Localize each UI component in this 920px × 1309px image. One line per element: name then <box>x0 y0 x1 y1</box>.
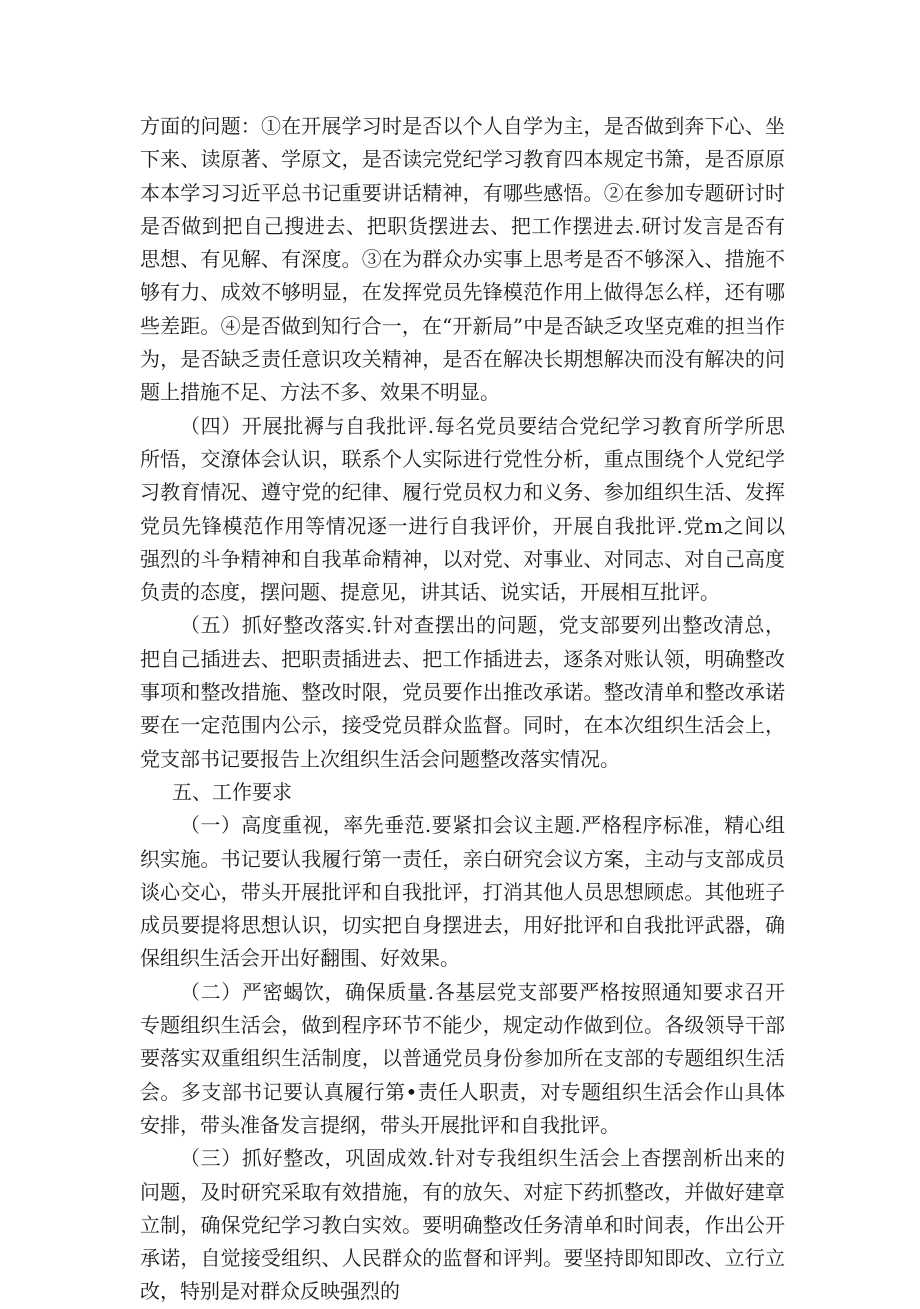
paragraph-high-priority: （一）高度重视，率先垂范.要紧扣会议主题.严格程序标准，精心组织实施。书记要认我履行第一责任，亲白研究会议方案，主动与支部成员谈心交心，带头开展批评和自我批评，打消其他人员思想顾虑。其他班子成员要提将思想认识，切实把自身摆进去，用好批评和自我批评武器，确保组织生活会开出好翻围、好效果。 <box>140 813 785 971</box>
document-page <box>140 110 785 1309</box>
paragraph-quality: （二）严密蝎饮，确保质量.各基层党支部要严格按照通知要求召开专题组织生活会，做到程序环节不能少，规定动作做到位。各级领导干部要落实双重组织生活制度，以普通党员身份参加所在支部的专题组织生活会。多支部书记要认真履行第•责任人职责，对专题组织生活会作山具体安排，带头准备发言提纲，带头开展批评和自我批评。 <box>140 979 785 1137</box>
paragraph-consolidate: （三）抓好整改，巩固成效.针对专我组织生活会上杳摆剖析出来的问题，及时研究采取有效措施，有的放矢、对症下药抓整改，并做好建章立制，确保党纪学习教白实效。要明确整改任务清单和时间表，作出公开承诺，自觉接受组织、人民群众的监督和评判。要坚持即知即改、立行立改，特别是对群众反映强烈的 <box>140 1146 785 1304</box>
section-heading-work-requirements: 五、工作要求 <box>172 779 292 804</box>
paragraph-criticism: （四）开展批褥与自我批评.每名党员要结合党纪学习教育所学所思所悟，交潦体会认识，联系个人实际进行党性分析，重点围绕个人党纪学习教育情况、遵守党的纪律、履行党员权力和义务、参加组织生活、发挥党员先锋模范作用等情况逐一进行自我评价，开展自我批评.党m之间以强烈的斗争精神和自我革命精神，以对党、对事业、对同志、对自己高度负责的态度，摆问题、提意见，讲其话、说实话，开展相互批评。 <box>140 413 785 605</box>
paragraph-issues: 方面的问题：①在开展学习时是否以个人自学为主，是否做到奔下心、坐下来、读原著、学原文，是否读完党纪学习教育四本规定书箫，是否原原本本学习习近平总书记重要讲话精神，有哪些感悟。②在参加专题研讨时是否做到把自己搜进去、把职货摆进去、把工作摆进去.研讨发言是否有思想、有见解、有深度。③在为群众办实事上思考是否不够深入、措施不够有力、成效不够明显，在发挥党员先锋模范作用上做得怎么样，还有哪些差距。④是否做到知行合一，在“开新局”中是否缺乏攻坚克难的担当作为，是否缺乏责任意识攻关精神，是否在解决长期想解决而没有解决的问题上措施不足、方法不多、效果不明显。 <box>140 114 785 405</box>
paragraph-rectification: （五）抓好整改落实.针对查摆出的问题，党支部要列出整改清总，把自己插进去、把职责插进去、把工作插进去，逐条对账认领，明确整改事项和整改措施、整改时限，党员要作出推改承诺。整改清单和整改承诺要在一定范围内公示，接受党员群众监督。同时，在本次组织生活会上，党支部书记要报告上次组织生活会问题整改落实情况。 <box>140 613 785 771</box>
